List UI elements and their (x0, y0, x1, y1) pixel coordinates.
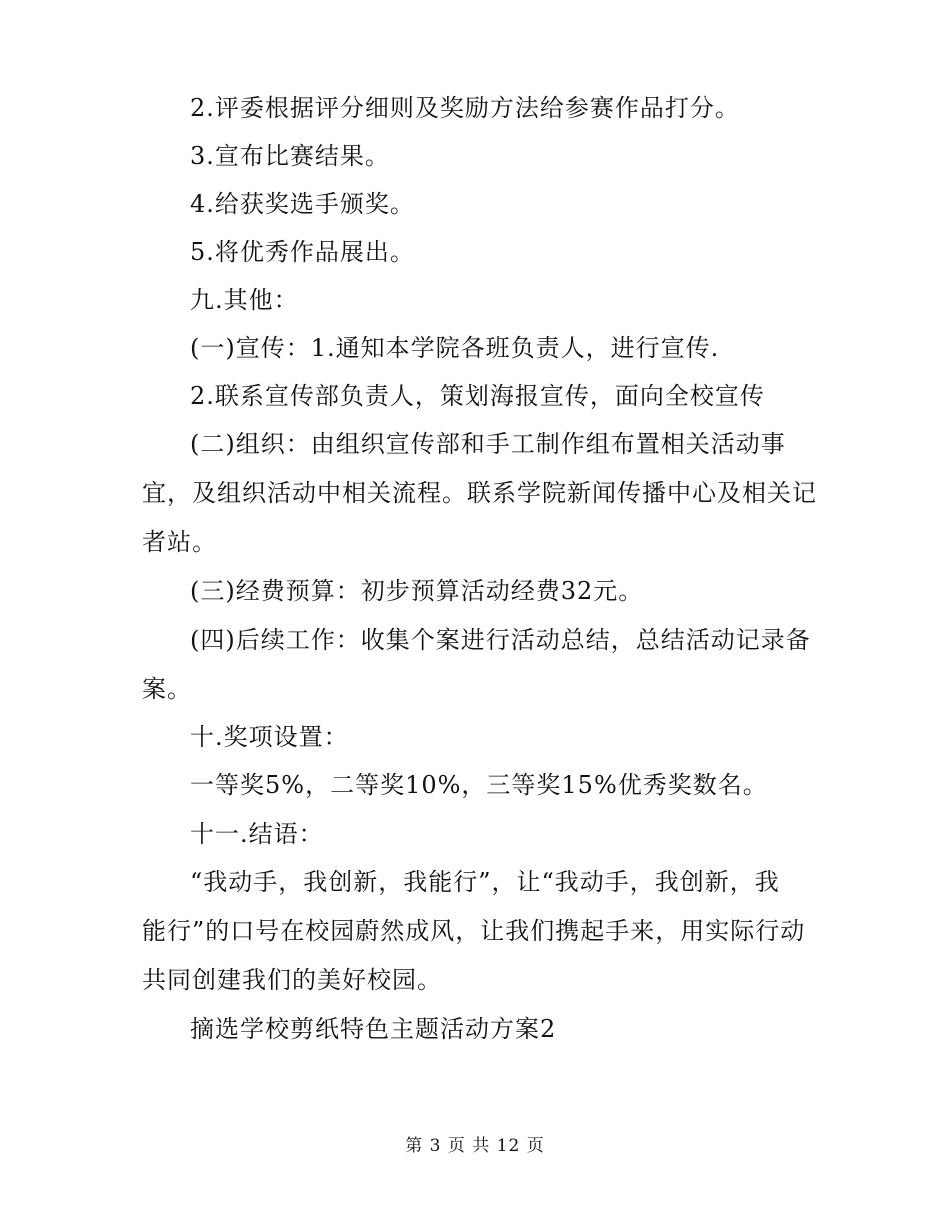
text-line: “我动手，我创新，我能行”，让“我动手，我创新，我 (190, 868, 780, 896)
text-line: (二)组织：由组织宣传部和手工制作组布置相关活动事 (190, 430, 786, 458)
text-line: 4.给获奖选手颁奖。 (190, 190, 415, 218)
section-heading: 十.奖项设置： (190, 723, 349, 751)
text-line: 5.将优秀作品展出。 (190, 238, 415, 266)
section-heading: 九.其他： (190, 286, 299, 314)
section-heading: 十一.结语： (190, 820, 324, 848)
text-line: 2.联系宣传部负责人，策划海报宣传，面向全校宣传 (190, 382, 765, 410)
page-number: 第 3 页 共 12 页 (405, 1136, 545, 1156)
text-line: (一)宣传：1.通知本学院各班负责人，进行宣传. (190, 334, 720, 362)
text-line: 3.宣布比赛结果。 (190, 142, 390, 170)
text-line: 能行”的口号在校园蔚然成风，让我们携起手来，用实际行动 (142, 917, 806, 945)
text-line: 一等奖5%，二等奖10%，三等奖15%优秀奖数名。 (190, 771, 768, 799)
text-line: 案。 (142, 675, 192, 703)
text-line: 宜，及组织活动中相关流程。联系学院新闻传播中心及相关记 (142, 479, 817, 507)
text-line: 共同创建我们的美好校园。 (142, 966, 442, 994)
text-line: (四)后续工作：收集个案进行活动总结，总结活动记录备 (190, 626, 811, 654)
text-line: (三)经费预算：初步预算活动经费32元。 (190, 577, 644, 605)
document-subtitle: 摘选学校剪纸特色主题活动方案2 (190, 1015, 557, 1043)
text-line: 者站。 (142, 528, 217, 556)
text-line: 2.评委根据评分细则及奖励方法给参赛作品打分。 (190, 94, 740, 122)
